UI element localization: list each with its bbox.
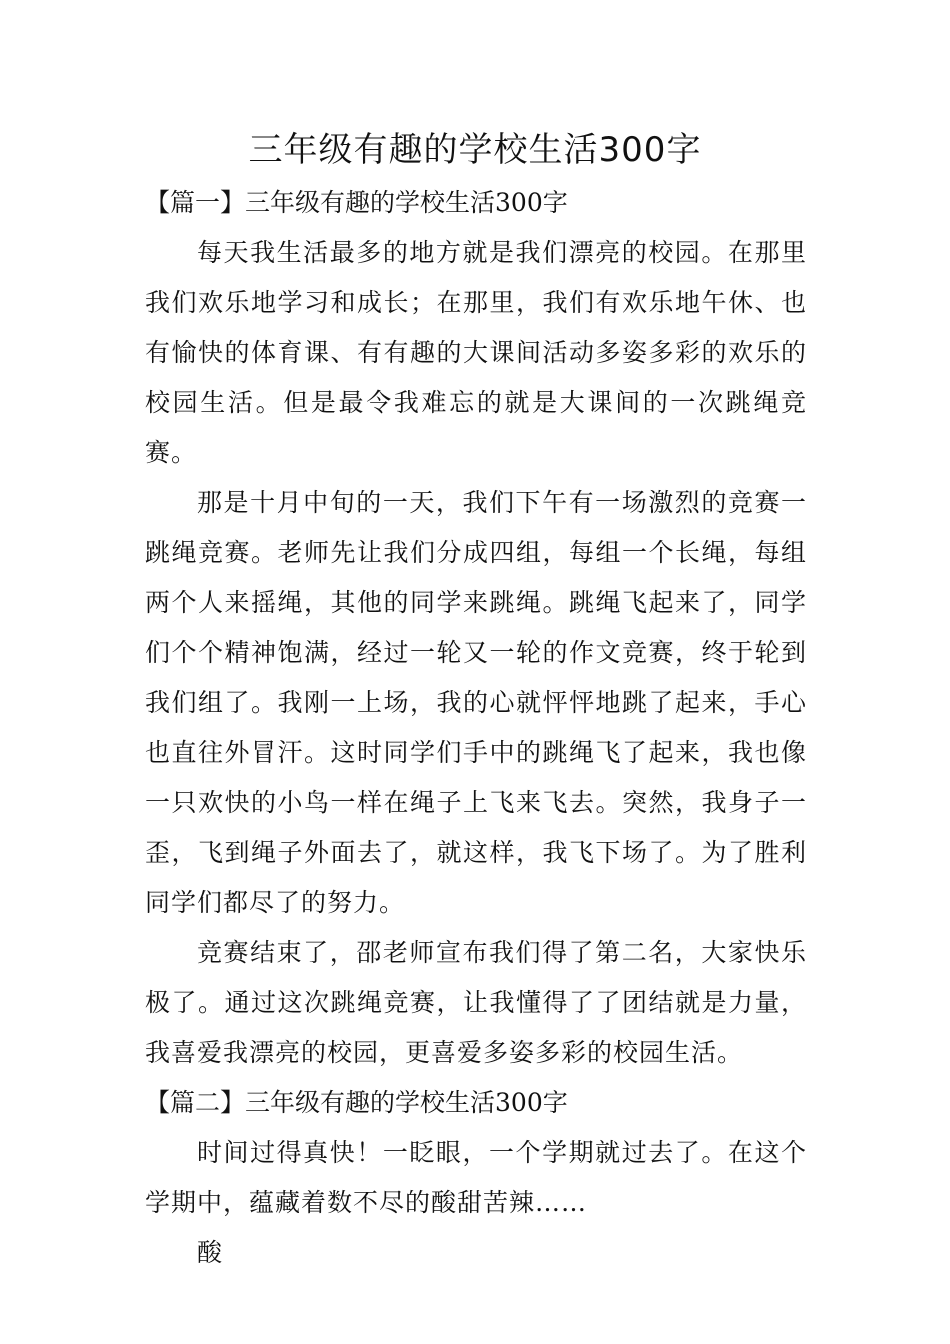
paragraph: 酸 [197, 1238, 224, 1267]
paragraph: 每天我生活最多的地方就是我们漂亮的校园。在那里我们欢乐地学习和成长；在那里，我们有欢乐地午休、也有愉快的体育课、有有趣的大课间活动多姿多彩的欢乐的校园生活。但是最令我难忘的就是大课间的一次跳绳竞赛。 [145, 238, 807, 467]
section-two [145, 1078, 807, 1278]
document-title: 三年级有趣的学校生活300字 [248, 130, 702, 170]
paragraph: 时间过得真快！一眨眼，一个学期就过去了。在这个学期中，蕴藏着数不尽的酸甜苦辣…… [145, 1138, 807, 1217]
section-heading: 【篇一】三年级有趣的学校生活300字 [145, 188, 568, 217]
section-one [145, 178, 807, 1078]
paragraph: 那是十月中旬的一天，我们下午有一场激烈的竞赛一跳绳竞赛。老师先让我们分成四组，每组一个长绳，每组两个人来摇绳，其他的同学来跳绳。跳绳飞起来了，同学们个个精神饱满，经过一轮又一轮的作文竞赛，终于轮到我们组了。我刚一上场，我的心就怦怦地跳了起来，手心也直往外冒汗。这时同学们手中的跳绳飞了起来，我也像一只欢快的小鸟一样在绳子上飞来飞去。突然，我身子一歪，飞到绳子外面去了，就这样，我飞下场了。为了胜利同学们都尽了的努力。 [145, 488, 807, 917]
document-body [145, 178, 807, 1278]
section-heading: 【篇二】三年级有趣的学校生活300字 [145, 1088, 568, 1117]
paragraph: 竞赛结束了，邵老师宣布我们得了第二名，大家快乐极了。通过这次跳绳竞赛，让我懂得了了团结就是力量，我喜爱我漂亮的校园，更喜爱多姿多彩的校园生活。 [145, 938, 807, 1067]
